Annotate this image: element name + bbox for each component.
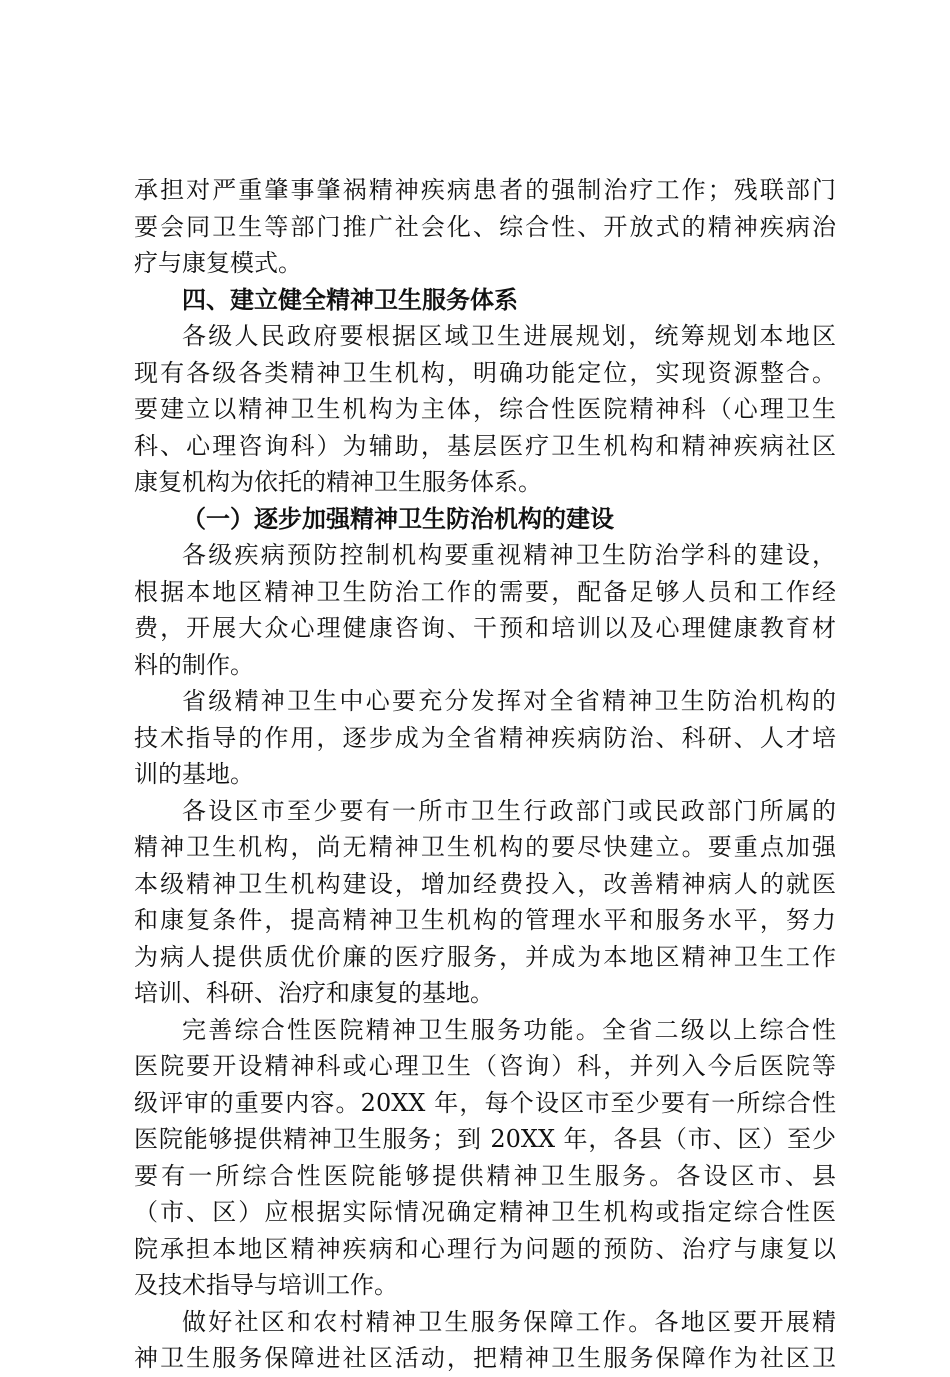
paragraph-line: 训的基地。 [134, 760, 254, 788]
paragraph-line: 承担对严重肇事肇祸精神疾病患者的强制治疗工作；残联部门 [134, 176, 836, 204]
paragraph-line: 费，开展大众心理健康咨询、干预和培训以及心理健康教育材 [134, 614, 836, 642]
subsection-heading: （一）逐步加强精神卫生防治机构的建设 [182, 504, 614, 533]
paragraph-line: 及技术指导与培训工作。 [134, 1271, 398, 1299]
paragraph-line: 要有一所综合性医院能够提供精神卫生服务。各设区市、县 [134, 1161, 836, 1190]
paragraph-line: 各级人民政府要根据区域卫生进展规划，统筹规划本地区 [182, 322, 836, 350]
paragraph-line: 精神卫生机构，尚无精神卫生机构的要尽快建立。要重点加强 [134, 833, 836, 861]
paragraph-line: 神卫生服务保障进社区活动，把精神卫生服务保障作为社区卫 [134, 1344, 836, 1372]
paragraph-line: 要建立以精神卫生机构为主体，综合性医院精神科（心理卫生 [134, 395, 836, 423]
paragraph-line: 疗与康复模式。 [134, 249, 302, 277]
paragraph-line: 医院要开设精神科或心理卫生（咨询）科，并列入今后医院等 [134, 1052, 836, 1080]
paragraph-line: 院承担本地区精神疾病和心理行为问题的预防、治疗与康复以 [134, 1234, 836, 1263]
paragraph-line: 料的制作。 [134, 650, 254, 679]
paragraph-line: 培训、科研、治疗和康复的基地。 [134, 979, 494, 1007]
paragraph-line: 康复机构为依托的精神卫生服务体系。 [134, 468, 542, 496]
paragraph-line: 医院能够提供精神卫生服务；到 20XX 年，各县（市、区）至少 [134, 1125, 836, 1153]
paragraph-line: （市、区）应根据实际情况确定精神卫生机构或指定综合性医 [134, 1198, 836, 1226]
paragraph-line: 本级精神卫生机构建设，增加经费投入，改善精神病人的就医 [134, 869, 836, 898]
paragraph-line: 现有各级各类精神卫生机构，明确功能定位，实现资源整合。 [134, 358, 836, 387]
paragraph-line: 省级精神卫生中心要充分发挥对全省精神卫生防治机构的 [182, 687, 836, 715]
paragraph-line: 级评审的重要内容。20XX 年，每个设区市至少要有一所综合性 [134, 1088, 836, 1117]
paragraph-line: 技术指导的作用，逐步成为全省精神疾病防治、科研、人才培 [134, 723, 836, 752]
paragraph-line: 各级疾病预防控制机构要重视精神卫生防治学科的建设， [182, 541, 836, 569]
section-heading: 四、建立健全精神卫生服务体系 [182, 285, 518, 314]
paragraph-line: 完善综合性医院精神卫生服务功能。全省二级以上综合性 [182, 1015, 836, 1044]
paragraph-line: 各设区市至少要有一所市卫生行政部门或民政部门所属的 [182, 796, 836, 825]
document-body [134, 172, 836, 1377]
paragraph-line: 科、心理咨询科）为辅助，基层医疗卫生机构和精神疾病社区 [134, 431, 836, 460]
paragraph-line: 和康复条件，提高精神卫生机构的管理水平和服务水平，努力 [134, 906, 836, 934]
paragraph-line: 为病人提供质优价廉的医疗服务，并成为本地区精神卫生工作 [134, 942, 836, 971]
paragraph-line: 做好社区和农村精神卫生服务保障工作。各地区要开展精 [182, 1307, 836, 1336]
paragraph-line: 根据本地区精神卫生防治工作的需要，配备足够人员和工作经 [134, 577, 836, 606]
paragraph-line: 要会同卫生等部门推广社会化、综合性、开放式的精神疾病治 [134, 212, 836, 241]
